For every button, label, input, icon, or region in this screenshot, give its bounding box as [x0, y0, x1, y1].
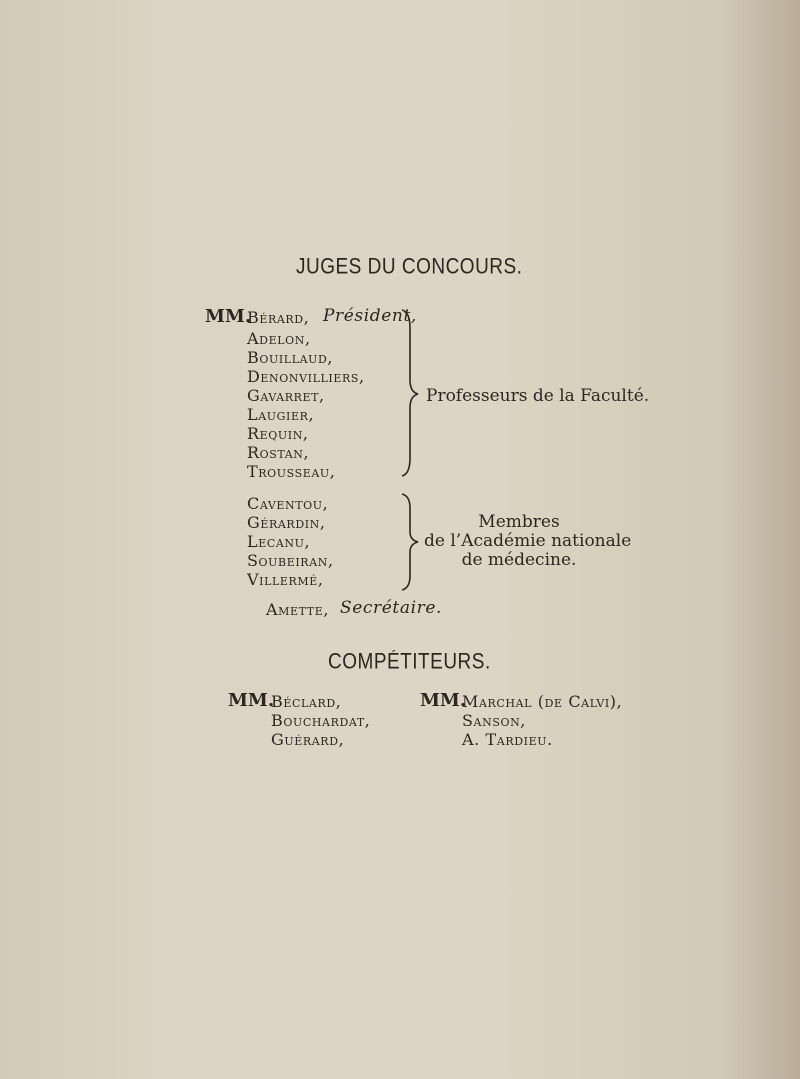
academy-member: Lecanu,	[247, 532, 311, 551]
academy-member: Gérardin,	[247, 513, 326, 532]
academy-member: Soubeiran,	[247, 551, 334, 570]
president-name: Bérard,	[247, 308, 310, 327]
faculty-brace	[398, 308, 422, 478]
secretary-name: Amette,	[266, 600, 330, 619]
judges-title: JUGES DU CONCOURS.	[296, 255, 523, 280]
faculty-member: Adelon,	[247, 329, 311, 348]
academy-brace	[398, 492, 422, 592]
academy-label-line: de l’Académie nationale	[424, 531, 632, 551]
competitor-name: Marchal (de Calvi),	[462, 692, 623, 711]
academy-label-line: de médecine.	[461, 550, 577, 570]
mm-label: MM.	[205, 306, 252, 327]
academy-label-line: Membres	[478, 512, 560, 532]
competitors-title: COMPÉTITEURS.	[328, 650, 491, 675]
competitor-name: Béclard,	[271, 692, 342, 711]
faculty-member: Laugier,	[247, 405, 315, 424]
competitor-name: Sanson,	[462, 711, 526, 730]
mm-label: MM.	[420, 690, 467, 711]
competitor-name: Bouchardat,	[271, 711, 371, 730]
faculty-member: Rostan,	[247, 443, 310, 462]
faculty-member: Denonvilliers,	[247, 367, 365, 386]
president-role: Président,	[323, 306, 417, 326]
faculty-member: Trousseau,	[247, 462, 336, 481]
competitor-name: Guérard,	[271, 730, 345, 749]
academy-member: Caventou,	[247, 494, 329, 513]
secretary-role: Secrétaire.	[340, 598, 443, 618]
faculty-label: Professeurs de la Faculté.	[426, 386, 650, 406]
faculty-member: Requin,	[247, 424, 309, 443]
faculty-member: Bouillaud,	[247, 348, 334, 367]
competitor-name: A. Tardieu.	[462, 730, 553, 749]
academy-member: Villermé,	[247, 570, 324, 589]
mm-label: MM.	[228, 690, 275, 711]
faculty-member: Gavarret,	[247, 386, 325, 405]
